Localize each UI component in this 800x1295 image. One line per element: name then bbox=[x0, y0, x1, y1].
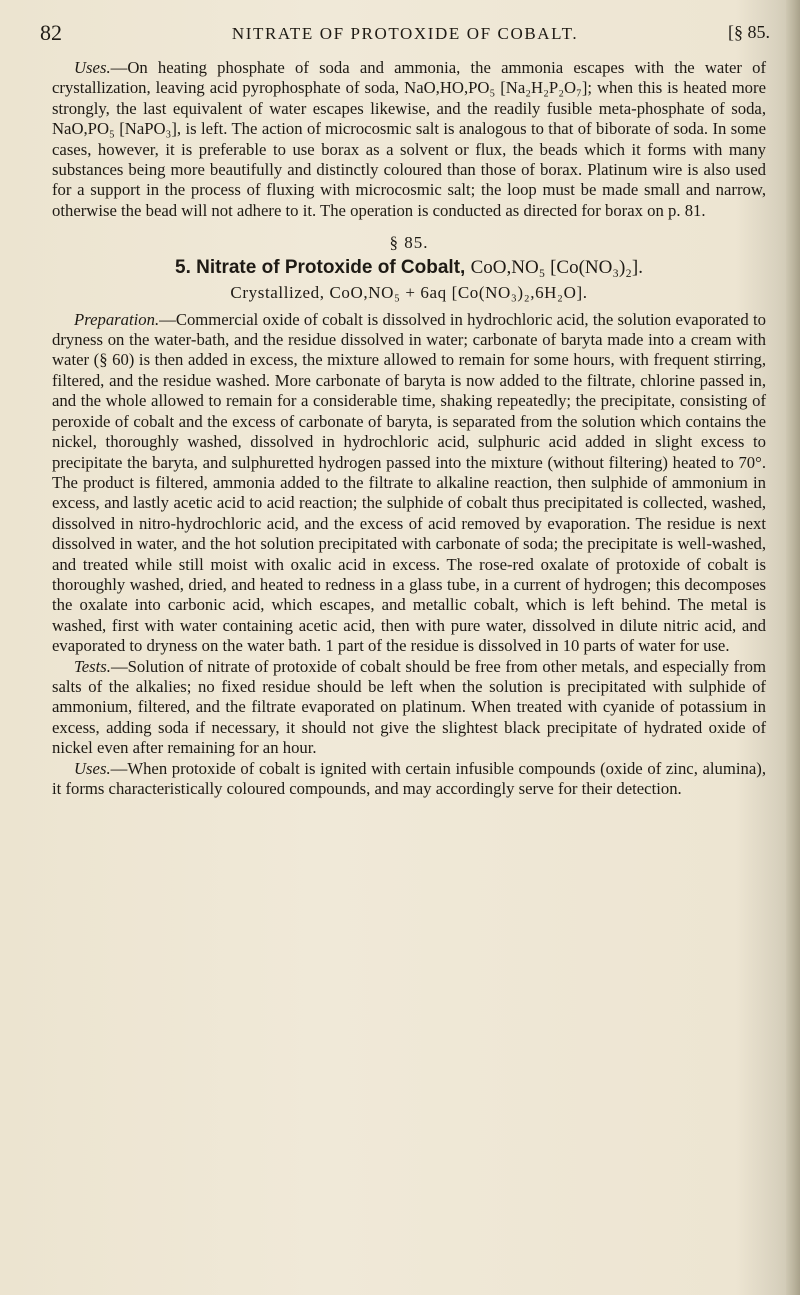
section-title-name: Nitrate of Protoxide of Cobalt, bbox=[196, 256, 466, 278]
tests-paragraph bbox=[52, 657, 766, 759]
section-subtitle: Crystallized, CoO,NO₅ + 6aq [Co(NO₃)₂,6H₂O]. bbox=[230, 282, 588, 302]
section-title bbox=[52, 256, 766, 280]
section-title-formula: CoO,NO₅ [Co(NO₃)₂]. bbox=[470, 256, 643, 278]
page-header bbox=[40, 20, 770, 50]
uses2-text: —When protoxide of cobalt is ignited with certain infusible compounds (oxide of zinc, alumina), it forms characteristically coloured compounds, and may accordingly serve for their detection. bbox=[52, 758, 766, 798]
tests-label: Tests. bbox=[74, 656, 111, 676]
preparation-paragraph bbox=[52, 310, 766, 657]
page-body bbox=[52, 58, 766, 799]
section-title-number: 5. bbox=[175, 256, 191, 278]
section-mark: § 85. bbox=[389, 233, 429, 253]
uses2-label: Uses. bbox=[74, 758, 111, 778]
uses2-paragraph bbox=[52, 759, 766, 800]
page-number: 82 bbox=[40, 20, 62, 45]
running-title: NITRATE OF PROTOXIDE OF COBALT. bbox=[231, 24, 579, 43]
page-binding-edge bbox=[786, 0, 800, 1295]
uses-paragraph bbox=[52, 58, 766, 221]
preparation-text: —Commercial oxide of cobalt is dissolved in hydrochloric acid, the solution evaporated to dryness on the water-bath, and the residue dissolved in water; carbonate of baryta made into a cream with water (§ 60) is then added in excess, the mixture allowed to remain for some hours, with frequent stirring, filtered, and the residue washed. More carbonate of baryta is now added to the filtrate, chlorine passed in, and the whole allowed to remain for a considerable time, shaking repeatedly; the precipitate, consisting of peroxide of cobalt and the excess of carbonate of baryta, is separated from the solution which contains the nickel, thoroughly washed, dissolved in hydrochloric acid, sulphuric acid added in slight excess to precipitate the baryta, and sulphuretted hydrogen passed into the mixture (without filtering) heated to 70°. The product is filtered, ammonia added to the filtrate to alkaline reaction, then sulphide of ammonium in excess, and lastly acetic acid to acid reaction; the sulphide of cobalt thus precipitated is collected, washed, dissolved in nitro-hydrochloric acid, and the excess of acid removed by evaporation. The residue is next dissolved in water, and the hot solution precipitated with carbonate of soda; the precipitate is well-washed, and treated while still moist with oxalic acid in excess. The rose-red oxalate of protoxide of cobalt is thoroughly washed, dried, and heated to redness in a glass tube, in a current of hydrogen; this decomposes the oxalate into carbonic acid, which escapes, and metallic cobalt, which is left behind. The metal is washed, first with water containing acetic acid, then with pure water, dissolved in dilute nitric acid, and evaporated to dryness on the water bath. 1 part of the residue is dissolved in 10 parts of water for use. bbox=[52, 309, 766, 656]
tests-text: —Solution of nitrate of protoxide of cobalt should be free from other metals, and especially from salts of the alkalies; no fixed residue should be left when the solution is precipitated with sulphide of ammonium, filtered, and the filtrate evaporated on platinum. When treated with cyanide of potassium in excess, adding soda if necessary, it should not give the slightest black precipitate of hydrated oxide of nickel even after remaining for an hour. bbox=[52, 656, 766, 758]
preparation-label: Preparation. bbox=[74, 309, 160, 329]
header-section-ref: [§ 85. bbox=[728, 22, 770, 42]
uses-label: Uses. bbox=[74, 58, 111, 77]
uses-text: —On heating phosphate of soda and ammonia, the ammonia escapes with the water of crystallization, leaving acid pyrophosphate of soda, NaO,HO,PO₅ [Na₂H₂P₂O₇]; when this is heated more strongly, the last equivalent of water escapes likewise, and the readily fusible meta-phosphate of soda, NaO,PO₅ [NaPO₃], is left. The action of microcosmic salt is analogous to that of biborate of soda. In some cases, however, it is preferable to use borax as a solvent or flux, the beads which it forms with many substances being more beautifully and distinctly coloured than those of borax. Platinum wire is also used for a support in the process of fluxing with microcosmic salt; the loop must be made small and narrow, otherwise the bead will not adhere to it. The operation is conducted as directed for borax on p. 81. bbox=[52, 58, 766, 220]
